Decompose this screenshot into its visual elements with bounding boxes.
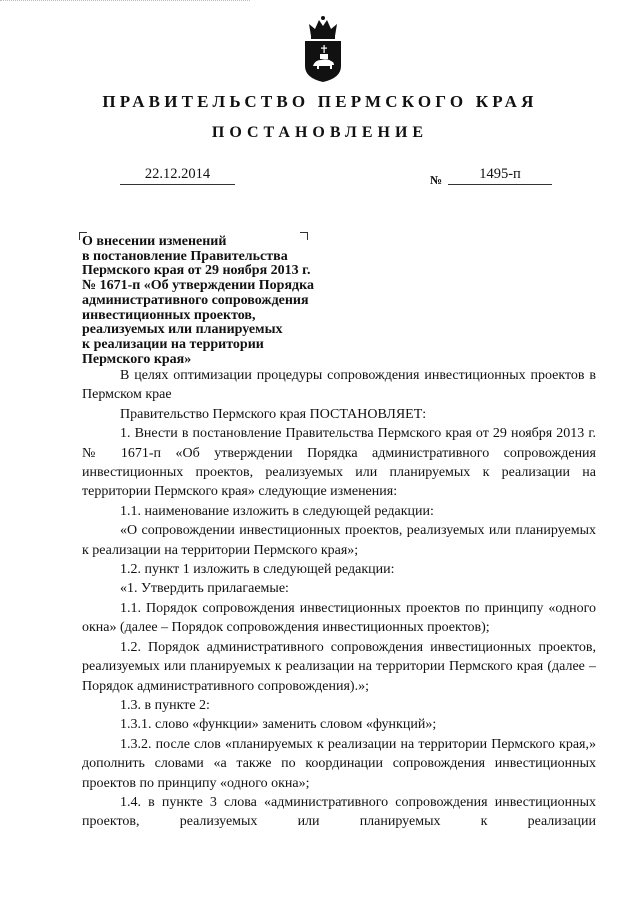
subject-line: Пермского края от 29 ноября 2013 г. bbox=[82, 263, 311, 279]
paragraph: 1.3.1. слово «функции» заменить словом «функций»; bbox=[120, 717, 437, 733]
paragraph: 1.1. Порядок сопровождения инвестиционных проектов по принципу «одного окна» (далее – Порядок сопровождения инвестиционных проектов); bbox=[82, 600, 596, 636]
subject-line: административного сопровождения bbox=[82, 292, 309, 308]
paragraph: 1.2. Порядок административного сопровождения инвестиционных проектов, реализуемых или планируемых к реализации на территории Пермского края (далее – Порядок административного сопровождения).»; bbox=[82, 639, 596, 694]
document-number: 1495-п bbox=[448, 166, 552, 185]
paragraph: «1. Утвердить прилагаемые: bbox=[120, 581, 289, 597]
document-date: 22.12.2014 bbox=[120, 166, 235, 185]
subject-line: инвестиционных проектов, bbox=[82, 307, 256, 323]
paragraph: «О сопровождении инвестиционных проектов, реализуемых или планируемых к реализации на территории Пермского края»; bbox=[82, 523, 596, 558]
subject-line: № 1671-п «Об утверждении Порядка bbox=[82, 278, 314, 294]
subject-line: О внесении изменений bbox=[82, 234, 227, 249]
paragraph: 1. Внести в постановление Правительства Пермского края от 29 ноября 2013 г. № 1671-п «Об утверждении Порядка административного сопровождения инвестиционных проектов, реализуемых или планируемых к реализации на территории Пермского края» следующие изменения: bbox=[82, 426, 596, 500]
paragraph: 1.4. в пункте 3 слова «административного сопровождения инвестиционных проектов, реализуемых или планируемых к реализации bbox=[82, 794, 596, 830]
subject-line: реализуемых или планируемых bbox=[82, 322, 283, 338]
document-body bbox=[82, 366, 596, 832]
paragraph: 1.3. в пункте 2: bbox=[120, 697, 210, 713]
number-sign: № bbox=[430, 173, 443, 187]
subject-line: к реализации на территории bbox=[82, 336, 264, 352]
document-type: ПОСТАНОВЛЕНИЕ bbox=[211, 124, 429, 141]
paragraph: Правительство Пермского края ПОСТАНОВЛЯЕТ: bbox=[120, 406, 427, 422]
government-title: ПРАВИТЕЛЬСТВО ПЕРМСКОГО КРАЯ bbox=[102, 92, 538, 111]
subject-line: в постановление Правительства bbox=[82, 248, 288, 264]
subject-block bbox=[82, 235, 352, 367]
coat-of-arms-icon bbox=[303, 14, 343, 84]
paragraph: В целях оптимизации процедуры сопровождения инвестиционных проектов в Пермском крае bbox=[82, 368, 596, 403]
scan-artifact bbox=[0, 0, 250, 7]
paragraph: 1.1. наименование изложить в следующей редакции: bbox=[120, 503, 434, 519]
paragraph: 1.3.2. после слов «планируемых к реализации на территории Пермского края,» дополнить словами «а также по координации сопровождения инвестиционных проектов по принципу «одного окна»; bbox=[82, 736, 596, 791]
paragraph: 1.2. пункт 1 изложить в следующей редакции: bbox=[120, 562, 395, 578]
subject-line: Пермского края» bbox=[82, 351, 192, 367]
